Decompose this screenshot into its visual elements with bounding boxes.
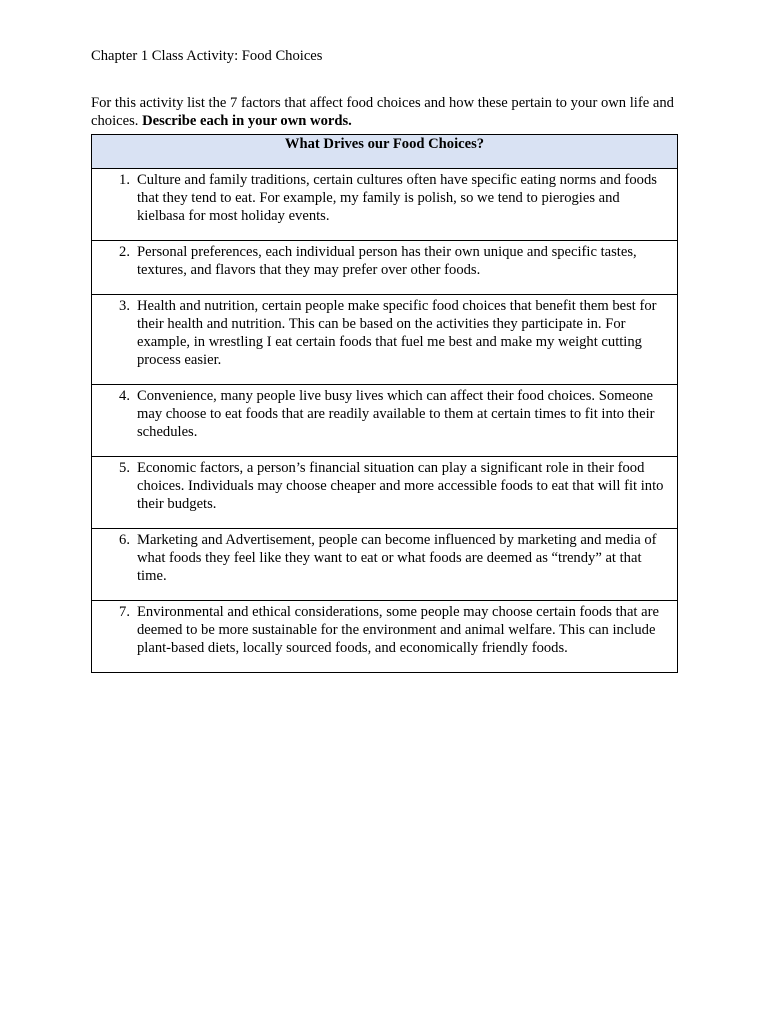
- factor-number: 2.: [119, 244, 130, 260]
- intro-text: For this activity list the 7 factors that affect food choices and how these pertain to your own life and choices.: [91, 95, 674, 129]
- factor-number: 7.: [119, 604, 130, 620]
- factor-cell-4: [92, 385, 678, 457]
- factor-cell-6: [92, 529, 678, 601]
- factor-cell-2: [92, 241, 678, 295]
- intro-paragraph: [91, 94, 678, 130]
- table-row: [92, 169, 678, 241]
- table-row: [92, 601, 678, 673]
- food-choices-table: [91, 134, 678, 673]
- table-row: [92, 385, 678, 457]
- table-row: [92, 457, 678, 529]
- factor-text: Health and nutrition, certain people make specific food choices that benefit them best for their health and nutrition. This can be based on the activities they participate in. For example, in wrestling I eat certain foods that fuel me best and make my weight cutting process easier.: [137, 298, 657, 368]
- table-row: [92, 241, 678, 295]
- factor-text: Culture and family traditions, certain cultures often have specific eating norms and foods that they tend to eat. For example, my family is polish, so we tend to pierogies and kielbasa for most holiday events.: [137, 172, 657, 224]
- factor-text: Marketing and Advertisement, people can become influenced by marketing and media of what foods they feel like they want to eat or what foods are deemed as “trendy” at that time.: [137, 532, 657, 584]
- factor-number: 5.: [119, 460, 130, 476]
- document-title: Chapter 1 Class Activity: Food Choices: [91, 48, 323, 64]
- table-row: [92, 295, 678, 385]
- factor-text: Convenience, many people live busy lives which can affect their food choices. Someone may choose to eat foods that are readily available to them at certain times to fit into their schedules.: [137, 388, 655, 440]
- factor-cell-1: [92, 169, 678, 241]
- factor-number: 4.: [119, 388, 130, 404]
- factor-text: Environmental and ethical considerations, some people may choose certain foods that are deemed to be more sustainable for the environment and animal welfare. This can include plant-based diets, locally sourced foods, and economically friendly foods.: [137, 604, 659, 656]
- factor-number: 6.: [119, 532, 130, 548]
- factor-text: Economic factors, a person’s financial situation can play a significant role in their food choices. Individuals may choose cheaper and more accessible foods to eat that will fit into their budgets.: [137, 460, 664, 512]
- factor-number: 3.: [119, 298, 130, 314]
- factor-cell-5: [92, 457, 678, 529]
- factor-text: Personal preferences, each individual person has their own unique and specific tastes, textures, and flavors that they may prefer over other foods.: [137, 244, 637, 278]
- document-page: [91, 46, 678, 673]
- table-row: [92, 529, 678, 601]
- intro-bold-instruction: Describe each in your own words.: [142, 113, 352, 129]
- table-header: What Drives our Food Choices?: [92, 135, 678, 169]
- factor-number: 1.: [119, 172, 130, 188]
- table-header-row: [92, 135, 678, 169]
- factor-cell-3: [92, 295, 678, 385]
- factor-cell-7: [92, 601, 678, 673]
